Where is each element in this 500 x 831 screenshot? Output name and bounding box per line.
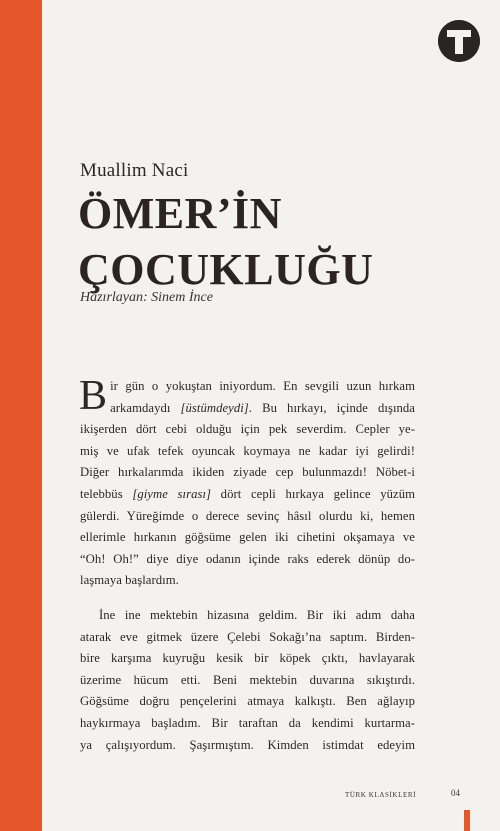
text-line: ellerimle hırkanın göğsüme gelen iki cihetini okşamaya ve [80, 530, 415, 545]
page-number: 04 [451, 788, 460, 798]
page-tab-marker [464, 810, 470, 831]
text-line: Göğsüme doğru pençelerini atmaya kalkıştı. Ben ağlayıp [80, 694, 415, 709]
gloss: [giyme sırası] [132, 486, 212, 501]
title-line-2: ÇOCUKLUĞU [78, 245, 374, 294]
text-line: “Oh! Oh!” diye diye odanın içinde raks ederek dönüp do- [80, 551, 415, 566]
text-line: üzerime hücum etti. Beni mektebin duvarına sıkıştırdı. [80, 672, 415, 687]
text-line: miş ve ufak tefek oyuncak koymaya ne kadar iyi gelirdi! [80, 443, 415, 458]
text-line: ikişerden dört cebi olduğu için pek severdim. Cepler ye- [80, 422, 415, 437]
text-line: laşmaya başlardım. [80, 573, 179, 588]
orange-side-bar [0, 0, 42, 831]
book-title [78, 186, 373, 298]
body-text [79, 373, 416, 756]
text-line: haykırmaya başladım. Bir taraftan da kendimi kurtarma- [80, 715, 415, 730]
text-line: arkamdaydı [üstümdeydi]. Bu hırkayı, içinde dışında [110, 400, 415, 415]
text-line: Diğer hırkalarımda ikiden ziyade cep bulunmazdı! Nöbet-i [80, 465, 415, 480]
text-line: ir gün o yokuştan iniyordum. En sevgili uzun hırkam [110, 379, 415, 393]
text-line: gülerdi. Yüreğimde o derece sevinç hâsıl olurdu ki, hemen [80, 508, 415, 523]
text-line: İne ine mektebin hizasına geldim. Bir iki adım daha [99, 607, 415, 622]
gloss: [üstümdeydi] [180, 400, 249, 415]
drop-cap: B [79, 373, 108, 419]
text-line: bire karşıma kuyruğu kesik bir köpek çıktı, havlayarak [80, 651, 415, 666]
editor-credit: Hazırlayan: Sinem İnce [80, 290, 213, 305]
series-label: TÜRK KLASİKLERİ [345, 791, 417, 799]
author-name: Muallim Naci [80, 160, 189, 181]
text-line: ya çalışıyordum. Şaşırmıştım. Kimden istimdat edeyim [80, 737, 415, 752]
publisher-logo-icon [438, 20, 480, 62]
text-line: telebbüs [giyme sırası] dört cepli hırkaya gelince yüzüm [80, 486, 416, 501]
text-line: atarak eve gitmek üzere Çelebi Sokağı’na saptım. Birden- [80, 629, 415, 644]
title-line-1: ÖMER’İN [78, 189, 282, 238]
